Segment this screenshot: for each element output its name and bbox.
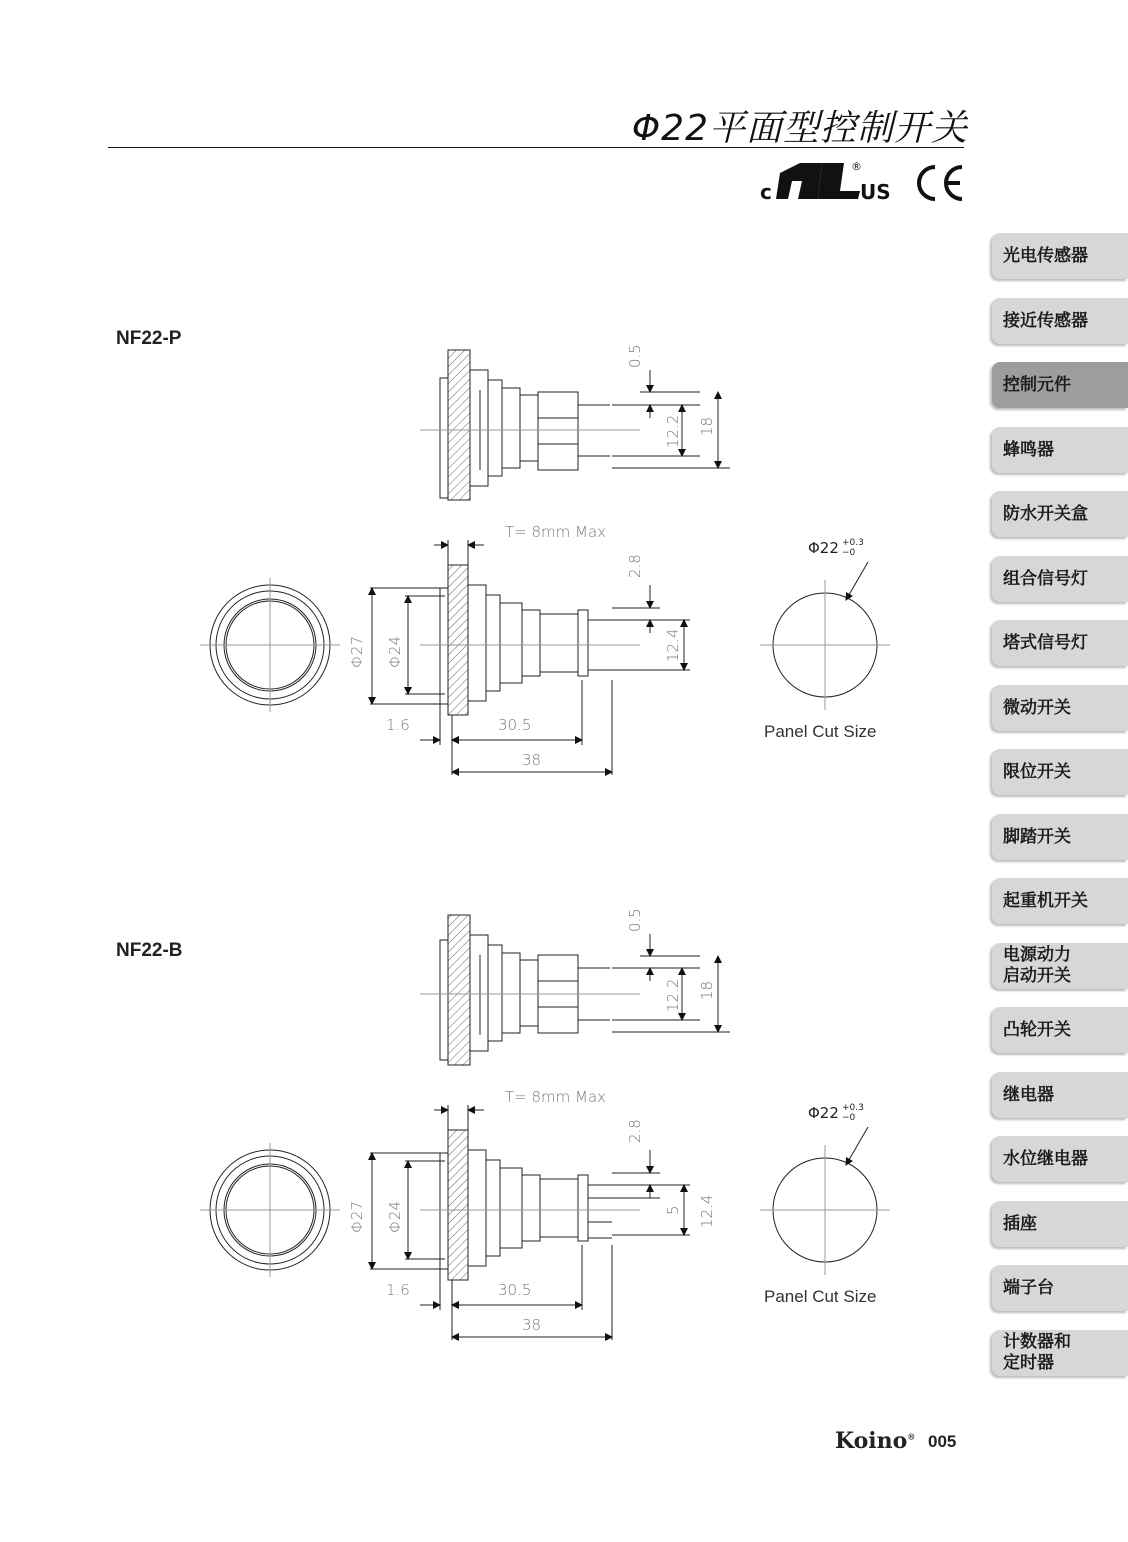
b-dim-d2: 18 bbox=[698, 980, 716, 1000]
sidebar-item-label: 电源动力 启动开关 bbox=[1003, 945, 1071, 986]
b-dim-d1: 12.2 bbox=[664, 978, 682, 1012]
p-dim-d7: 1.6 bbox=[386, 716, 410, 734]
sidebar-item-label: 脚踏开关 bbox=[1003, 826, 1071, 847]
p-side-view-top bbox=[420, 350, 730, 500]
brand-logo bbox=[835, 1428, 915, 1454]
sidebar-item-label: 端子台 bbox=[1003, 1277, 1054, 1298]
sidebar-item-label: 凸轮开关 bbox=[1003, 1019, 1071, 1040]
sidebar-item-label: 水位继电器 bbox=[1003, 1148, 1088, 1169]
sidebar-item-terminal-block[interactable] bbox=[992, 1265, 1128, 1311]
b-dim-d9: 38 bbox=[522, 1316, 542, 1334]
model-label-p: NF22-P bbox=[116, 328, 182, 349]
sidebar-item-label: 光电传感器 bbox=[1003, 245, 1088, 266]
sidebar-item-foot-switch[interactable] bbox=[992, 814, 1128, 860]
sidebar-item-label: 微动开关 bbox=[1003, 697, 1071, 718]
b-cut-tol-plus: +0.3 bbox=[842, 1103, 864, 1113]
b-dim-d5: Φ27 bbox=[348, 1201, 366, 1233]
b-dim-d8: 30.5 bbox=[498, 1281, 532, 1299]
page-title: Φ22平面型控制开关 bbox=[631, 108, 968, 149]
brand-name: Koino bbox=[835, 1428, 908, 1454]
sidebar-item-label: 计数器和 定时器 bbox=[1003, 1332, 1071, 1373]
p-dim-d2: 18 bbox=[698, 416, 716, 436]
sidebar-item-label: 控制元件 bbox=[1003, 374, 1071, 395]
sidebar-item-waterproof-box[interactable] bbox=[992, 491, 1128, 537]
sidebar-item-buzzer[interactable] bbox=[992, 427, 1128, 473]
sidebar-item-micro-switch[interactable] bbox=[992, 685, 1128, 731]
sidebar-item-power-start-switch[interactable] bbox=[992, 943, 1128, 989]
b-dim-d3: 2.8 bbox=[626, 1119, 644, 1143]
cert-reg-mark: ® bbox=[851, 160, 862, 173]
sidebar-item-counter-timer[interactable] bbox=[992, 1330, 1128, 1376]
sidebar-item-label: 插座 bbox=[1003, 1213, 1037, 1234]
p-dim-d4: 12.4 bbox=[664, 628, 682, 662]
sidebar-item-combination-light[interactable] bbox=[992, 556, 1128, 602]
sidebar-item-tower-light[interactable] bbox=[992, 620, 1128, 666]
sidebar-item-socket[interactable] bbox=[992, 1201, 1128, 1247]
b-cut-dia: Φ22 bbox=[808, 1104, 839, 1122]
p-dim-t: T= 8mm Max bbox=[505, 523, 607, 541]
b-dim-d7: 1.6 bbox=[386, 1281, 410, 1299]
p-dim-d3: 2.8 bbox=[626, 554, 644, 578]
cert-us-label: US bbox=[860, 180, 891, 204]
p-dim-d9: 38 bbox=[522, 751, 542, 769]
b-dim-d0: 0.5 bbox=[626, 908, 644, 932]
sidebar-item-limit-switch[interactable] bbox=[992, 749, 1128, 795]
p-cut-tol-plus: +0.3 bbox=[842, 538, 864, 548]
p-panel-cut-label: Panel Cut Size bbox=[764, 722, 877, 741]
p-dim-d5: Φ27 bbox=[348, 636, 366, 668]
sidebar-item-label: 接近传感器 bbox=[1003, 310, 1088, 331]
sidebar-item-proximity-sensor[interactable] bbox=[992, 298, 1128, 344]
sidebar-item-cam-switch[interactable] bbox=[992, 1007, 1128, 1053]
p-front-view bbox=[200, 578, 340, 712]
b-cut-tol-minus: −0 bbox=[842, 1113, 856, 1123]
b-panel-cut bbox=[760, 1127, 890, 1275]
b-dim-d6: Φ24 bbox=[386, 1201, 404, 1233]
b-dim-d4b: 5 bbox=[664, 1205, 682, 1215]
page-number: 005 bbox=[928, 1432, 957, 1451]
sidebar-item-relay[interactable] bbox=[992, 1072, 1128, 1118]
cert-c-label: c bbox=[760, 180, 772, 204]
b-panel-cut-label: Panel Cut Size bbox=[764, 1287, 877, 1306]
p-dim-d0: 0.5 bbox=[626, 344, 644, 368]
sidebar-item-label: 组合信号灯 bbox=[1003, 568, 1088, 589]
p-panel-cut bbox=[760, 562, 890, 710]
b-dim-t: T= 8mm Max bbox=[505, 1088, 607, 1106]
sidebar-item-crane-switch[interactable] bbox=[992, 878, 1128, 924]
model-label-b: NF22-B bbox=[116, 940, 183, 961]
p-cut-tol-minus: −0 bbox=[842, 548, 856, 558]
sidebar-item-label: 防水开关盒 bbox=[1003, 503, 1088, 524]
sidebar-item-label: 起重机开关 bbox=[1003, 890, 1088, 911]
p-cut-dia: Φ22 bbox=[808, 539, 839, 557]
b-dim-d4: 12.4 bbox=[698, 1194, 716, 1228]
brand-reg-mark: ® bbox=[907, 1431, 916, 1442]
p-dim-d1: 12.2 bbox=[664, 414, 682, 448]
b-front-view bbox=[200, 1143, 340, 1277]
sidebar-item-label: 塔式信号灯 bbox=[1003, 632, 1088, 653]
sidebar-item-label: 限位开关 bbox=[1003, 761, 1071, 782]
sidebar-item-water-level-relay[interactable] bbox=[992, 1136, 1128, 1182]
sidebar-item-control-components[interactable] bbox=[992, 362, 1128, 408]
p-dim-d6: Φ24 bbox=[386, 636, 404, 668]
b-side-view-top bbox=[420, 915, 730, 1065]
p-dim-d8: 30.5 bbox=[498, 716, 532, 734]
sidebar-item-photoelectric-sensor[interactable] bbox=[992, 233, 1128, 279]
sidebar-item-label: 继电器 bbox=[1003, 1084, 1054, 1105]
sidebar-item-label: 蜂鸣器 bbox=[1003, 439, 1054, 460]
